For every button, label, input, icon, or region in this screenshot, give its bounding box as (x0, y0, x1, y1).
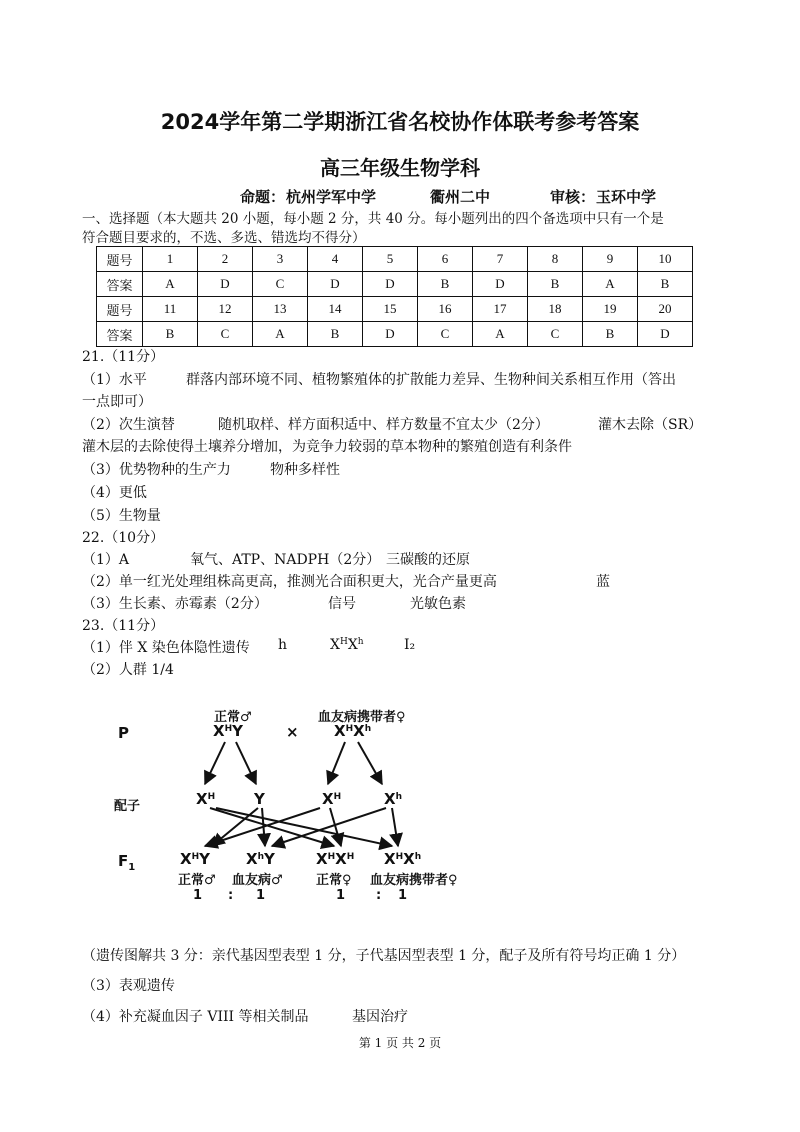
q22-2b: 蓝 (596, 574, 610, 590)
allele-sup: h (364, 724, 372, 734)
question-number: 12 (198, 297, 253, 322)
q21-1a: （1）水平 (82, 372, 147, 388)
gamete-1 (196, 790, 215, 808)
section1-heading-2: 符合题目要求的，不选、多选、错选均不得分） (82, 230, 366, 246)
genotype-base: X (316, 850, 328, 868)
genotype-base: X (384, 850, 396, 868)
question-number: 19 (583, 297, 638, 322)
allele-sup: H (327, 852, 336, 862)
question-number: 5 (363, 247, 418, 272)
question-number: 7 (473, 247, 528, 272)
reviewer-label: 审核： (550, 188, 596, 206)
answer-cell: C (253, 272, 308, 297)
q21-4: （4）更低 (82, 485, 147, 501)
genotype-base: X (246, 850, 258, 868)
mother-phenotype: 血友病携带者♀ (318, 710, 406, 725)
genotype-base: Y (264, 850, 275, 868)
f1-label-sub: 1 (128, 862, 136, 873)
allele-sup: H (345, 724, 354, 734)
answer-cell: D (473, 272, 528, 297)
ratio-3: 1 (336, 888, 346, 903)
q21-3a: （3）优势物种的生产力 (82, 462, 231, 478)
allele-sup: H (333, 792, 342, 802)
q21-heading: 21.（11分） (82, 349, 165, 365)
answer-cell: A (143, 272, 198, 297)
answer-cell: C (418, 322, 473, 347)
question-number: 20 (638, 297, 693, 322)
arrow-father-to-gamete-xh (205, 742, 225, 784)
q21-3b: 物种多样性 (270, 462, 340, 478)
q22-2a: （2）单一红光处理组株高更高，推测光合面积更大，光合产量更高 (82, 574, 497, 590)
proposer-school-1: 杭州学军中学 (286, 188, 377, 206)
answer-cell: B (583, 322, 638, 347)
q23-1a: （1）伴 X 染色体隐性遗传 (82, 640, 250, 656)
section1-heading-1: 一、选择题（本大题共 20 小题，每小题 2 分，共 40 分。每小题列出的四个备选项中只有一个是 (82, 211, 664, 227)
genotype-base: X (322, 790, 334, 808)
question-number: 16 (418, 297, 473, 322)
row-label-answer: 答案 (97, 272, 143, 297)
genotype-base: X (353, 722, 365, 740)
gamete-4 (384, 790, 402, 808)
allele-sup: H (339, 637, 348, 647)
offspring-genotype-4 (384, 850, 421, 868)
offspring-phenotype-2: 血友病♂ (232, 873, 283, 888)
proposer-label: 命题： (240, 188, 286, 206)
q21-2c: 灌木去除（SR） (598, 417, 703, 433)
arrow-gamete-xlh-to-f1-4 (392, 808, 398, 846)
allele-sup: h (257, 852, 264, 862)
q22-3c: 光敏色素 (410, 596, 466, 612)
q21-2b: 随机取样、样方面积适中、样方数量不宜太少（2分） (218, 417, 549, 433)
answer-cell: D (308, 272, 363, 297)
question-number: 2 (198, 247, 253, 272)
question-number: 6 (418, 247, 473, 272)
question-number: 18 (528, 297, 583, 322)
arrow-mother-to-gamete-xlh (358, 742, 382, 784)
q23-1d: I₂ (404, 637, 416, 653)
answer-cell: A (253, 322, 308, 347)
genotype-base: X (335, 850, 347, 868)
offspring-phenotype-3: 正常♀ (316, 873, 352, 888)
q23-1b: h (278, 637, 288, 653)
answer-cell: B (308, 322, 363, 347)
ratio-separator: : (376, 888, 382, 903)
allele-sup: h (357, 637, 364, 647)
q23-3: （3）表观遗传 (82, 978, 175, 994)
q22-1b: 氧气、ATP、NADPH（2分） (190, 552, 381, 568)
answer-cell: D (638, 322, 693, 347)
offspring-genotype-2 (246, 850, 275, 868)
genotype-base: X (347, 637, 358, 653)
reviewer-school: 玉环中学 (596, 188, 657, 206)
q23-4a: （4）补充凝血因子 VIII 等相关制品 (82, 1009, 309, 1025)
answer-cell: D (363, 322, 418, 347)
allele-sup: H (346, 852, 355, 862)
genotype-base: X (213, 722, 225, 740)
genotype-base: Y (232, 722, 243, 740)
cross-symbol: × (286, 723, 299, 741)
question-number: 4 (308, 247, 363, 272)
question-number: 8 (528, 247, 583, 272)
ratio-2: 1 (256, 888, 266, 903)
question-number: 9 (583, 247, 638, 272)
answer-cell: C (528, 322, 583, 347)
q21-1b: 群落内部环境不同、植物繁殖体的扩散能力差异、生物种间关系相互作用（答出 (186, 372, 676, 388)
arrow-father-to-gamete-y (236, 742, 256, 784)
f1-generation-label (118, 852, 135, 873)
allele-sup: H (224, 724, 233, 734)
question-number: 1 (143, 247, 198, 272)
genotype-base: X (180, 850, 192, 868)
question-number: 3 (253, 247, 308, 272)
question-number: 11 (143, 297, 198, 322)
ratio-4: 1 (398, 888, 408, 903)
answer-cell: B (143, 322, 198, 347)
allele-sup: H (395, 852, 404, 862)
f1-label-base: F (118, 852, 129, 870)
genotype-base: X (196, 790, 208, 808)
answer-cell: D (363, 272, 418, 297)
arrow-gamete-xh-to-f1-3 (210, 808, 334, 846)
allele-sup: h (395, 792, 402, 802)
gamete-label: 配子 (114, 799, 141, 814)
row-label-question: 题号 (97, 247, 143, 272)
row-label-answer: 答案 (97, 322, 143, 347)
page-subtitle: 高三年级生物学科 (320, 156, 480, 180)
q21-5: （5）生物量 (82, 508, 161, 524)
answer-cell: B (528, 272, 583, 297)
genotype-base: X (403, 850, 415, 868)
answer-cell: B (638, 272, 693, 297)
q21-2d: 灌木层的去除使得土壤养分增加，为竞争力较弱的草本物种的繁殖创造有利条件 (82, 439, 572, 455)
question-number: 15 (363, 297, 418, 322)
father-phenotype: 正常♂ (214, 710, 252, 725)
q23-2: （2）人群 1/4 (82, 662, 174, 678)
answer-cell: A (473, 322, 528, 347)
q21-2a: （2）次生演替 (82, 417, 175, 433)
question-number: 17 (473, 297, 528, 322)
question-number: 13 (253, 297, 308, 322)
proposer-school-2: 衢州二中 (430, 188, 491, 206)
ratio-separator: : (228, 888, 234, 903)
q22-1a: （1）A (82, 552, 130, 568)
q23-4b: 基因治疗 (352, 1009, 408, 1025)
q21-1c: 一点即可） (82, 394, 152, 410)
question-number: 14 (308, 297, 363, 322)
ratio-1: 1 (193, 888, 203, 903)
offspring-genotype-3 (316, 850, 354, 868)
genotype-base: X (330, 637, 340, 653)
allele-sup: H (191, 852, 200, 862)
q22-3b: 信号 (328, 596, 356, 612)
page-title: 2024学年第二学期浙江省名校协作体联考参考答案 (160, 110, 640, 134)
answer-cell: C (198, 322, 253, 347)
allele-sup: h (414, 852, 422, 862)
row-label-question: 题号 (97, 297, 143, 322)
offspring-genotype-1 (180, 850, 210, 868)
answer-cell: A (583, 272, 638, 297)
q23-diagram-note: （遗传图解共 3 分：亲代基因型表型 1 分，子代基因型表型 1 分，配子及所有符号均正确 1 分） (82, 948, 686, 964)
arrow-gamete-y-to-f1-1 (212, 808, 258, 846)
offspring-phenotype-4: 血友病携带者♀ (370, 873, 458, 888)
page-number: 第 1 页 共 2 页 (358, 1036, 442, 1050)
gamete-2 (254, 790, 265, 808)
q22-3a: （3）生长素、赤霉素（2分） (82, 596, 268, 612)
genotype-base: Y (199, 850, 210, 868)
genotype-base: Y (254, 790, 265, 808)
q22-heading: 22.（10分） (82, 530, 165, 546)
genotype-base: X (384, 790, 396, 808)
genotype-base: X (334, 722, 346, 740)
p-generation-label: P (118, 724, 129, 742)
question-number: 10 (638, 247, 693, 272)
allele-sup: H (207, 792, 216, 802)
q23-heading: 23.（11分） (82, 618, 165, 634)
gamete-3 (322, 790, 341, 808)
q22-1c: 三碳酸的还原 (386, 552, 470, 568)
offspring-phenotype-1: 正常♂ (178, 873, 216, 888)
arrow-mother-to-gamete-xh (328, 742, 345, 784)
answer-cell: D (198, 272, 253, 297)
answer-cell: B (418, 272, 473, 297)
